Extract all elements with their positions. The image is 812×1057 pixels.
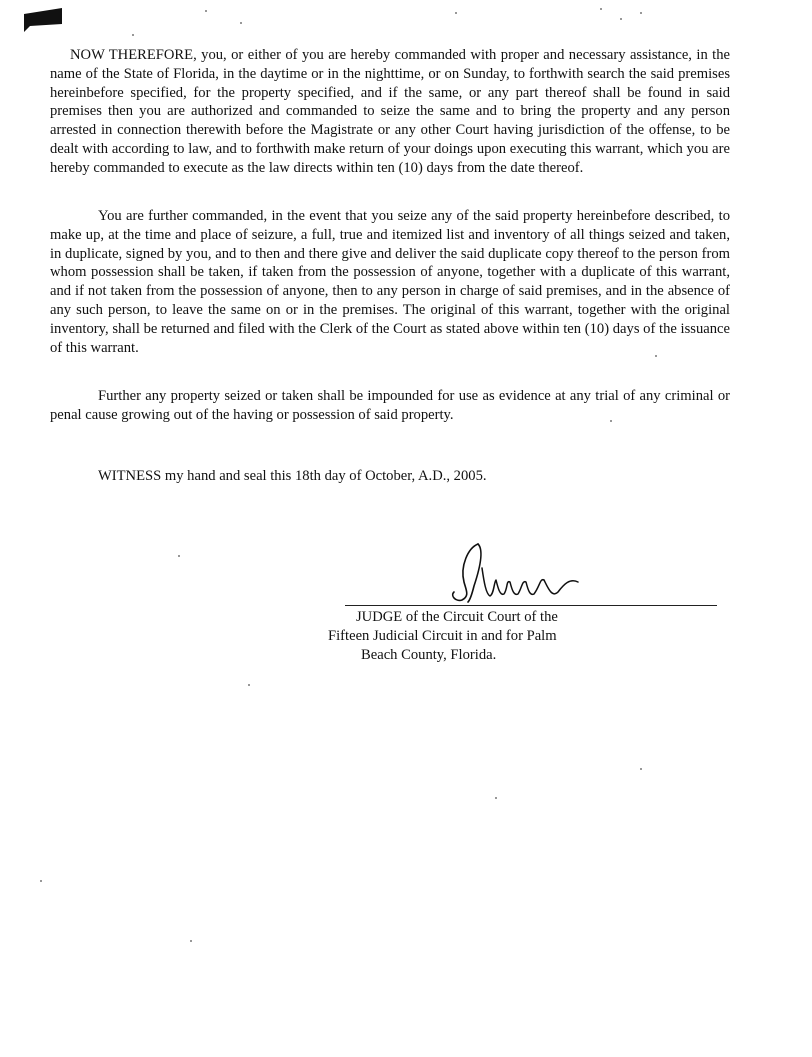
- scan-speck: [178, 555, 180, 557]
- scan-speck: [600, 8, 602, 10]
- judge-signature: [440, 538, 600, 608]
- scan-speck: [620, 18, 622, 20]
- scan-speck: [640, 768, 642, 770]
- scan-speck: [495, 797, 497, 799]
- scan-speck: [248, 684, 250, 686]
- scan-speck: [640, 12, 642, 14]
- judge-title-line-2: Fifteen Judicial Circuit in and for Palm: [328, 628, 557, 644]
- scan-speck: [240, 22, 242, 24]
- judge-title-block: [328, 608, 558, 665]
- command-paragraph: NOW THEREFORE, you, or either of you are hereby commanded with proper and necessary assistance, in the name of the State of Florida, in the daytime or in the nighttime, or on Sunday, to forthwith search the said premises hereinbefore specified, for the property specified, and if the same, or any part thereof shall be found in said premises then you are authorized and commanded to seize the same and to bring the property and any person arrested in connection therewith before the Magistrate or any other Court having jurisdiction of the offense, to be dealt with according to law, and to forthwith make return of your doings upon executing this warrant, which you are hereby commanded to execute as the law directs within ten (10) days from the date thereof.: [50, 47, 730, 176]
- scan-speck: [40, 880, 42, 882]
- scan-speck: [205, 10, 207, 12]
- witness-line: WITNESS my hand and seal this 18th day of October, A.D., 2005.: [98, 468, 487, 484]
- judge-title-line-3: Beach County, Florida.: [361, 647, 497, 663]
- scan-speck: [190, 940, 192, 942]
- impound-paragraph: Further any property seized or taken shall be impounded for use as evidence at any trial of any criminal or penal cause growing out of the having or possession of said property.: [50, 388, 730, 423]
- scan-speck: [132, 34, 134, 36]
- scan-speck: [455, 12, 457, 14]
- signature-line: [345, 605, 717, 606]
- judge-title-line-1: JUDGE of the Circuit Court of the: [356, 609, 558, 625]
- corner-tab-mark: [22, 6, 64, 32]
- inventory-paragraph: You are further commanded, in the event that you seize any of the said property hereinbefore described, to make up, at the time and place of seizure, a full, true and itemized list and inventory of all things seized and taken, in duplicate, signed by you, and to then and there give and deliver the said duplicate copy thereof to the person from whom possession shall be taken, if taken from the possession of anyone, together with a duplicate of this warrant, and if not taken from the possession of anyone, then to any person in charge of said premises, and in the absence of any such person, to leave the same on or in the premises. The original of this warrant, together with the original inventory, shall be returned and filed with the Clerk of the Court as stated above within ten (10) days of the issuance of this warrant.: [50, 208, 730, 356]
